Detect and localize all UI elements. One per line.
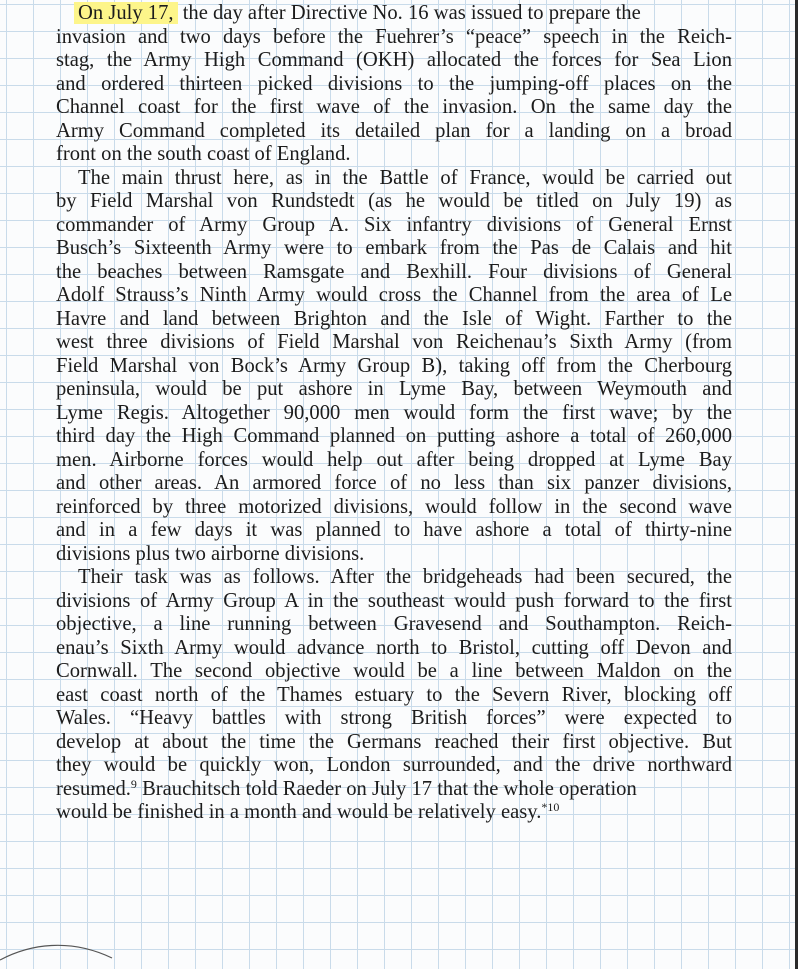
footnote-ref: 9 xyxy=(130,776,137,791)
text-line: objective, a line running between Gravesend and Southampton. Reich- xyxy=(56,613,732,635)
text-line: Field Marshal von Bock’s Army Group B), taking off from the Cherbourg xyxy=(56,354,732,377)
text-line: and in a few days it was planned to have ashore a total of thirty-nine xyxy=(56,519,732,541)
scanned-text-body xyxy=(56,2,732,825)
text-line: reinforced by three motorized divisions, would follow in the second wave xyxy=(56,495,732,518)
text-line: Lyme Regis. Altogether 90,000 men would form the first wave; by the xyxy=(56,401,732,424)
text-line: Army Command completed its detailed plan for a landing on a broad xyxy=(56,119,732,142)
text-line: and ordered thirteen picked divisions to the jumping-off places on the xyxy=(56,72,732,95)
paragraph-3 xyxy=(56,566,732,825)
text-line: Havre and land between Brighton and the Isle of Wight. Farther to the xyxy=(56,307,732,330)
text-line: by Field Marshal von Rundstedt (as he would be titled on July 19) as xyxy=(56,190,732,212)
text-line: they would be quickly won, London surrounded, and the drive northward xyxy=(56,754,732,776)
text-line: would be finished in a month and would be relatively easy.$^{*10}$ xyxy=(56,800,560,823)
text-line: divisions plus two airborne divisions. xyxy=(56,542,365,565)
text-line: enau’s Sixth Army would advance north to Bristol, cutting off Devon and xyxy=(56,636,732,659)
paragraph-2 xyxy=(56,167,732,567)
text-line: the beaches between Ramsgate and Bexhill. Four divisions of General xyxy=(56,260,732,283)
text-line: Busch’s Sixteenth Army were to embark from the Pas de Calais and hit xyxy=(56,237,732,259)
text-line: Adolf Strauss’s Ninth Army would cross the Channel from the area of Le xyxy=(56,284,732,306)
text-line: Wales. “Heavy battles with strong British forces” were expected to xyxy=(56,707,732,729)
text-line: On July 17, the day after Directive No. 16 was issued to prepare the xyxy=(56,2,732,26)
text-line: develop at about the time the Germans reached their first objective. But xyxy=(56,730,732,753)
paragraph-1 xyxy=(56,2,732,167)
text-line: invasion and two days before the Fuehrer’s “peace” speech in the Reich- xyxy=(56,25,732,48)
text-line: Their task was as follows. After the bridgeheads had been secured, the xyxy=(78,566,732,588)
text-line: men. Airborne forces would help out after being dropped at Lyme Bay xyxy=(56,448,732,471)
text-line: commander of Army Group A. Six infantry divisions of General Ernst xyxy=(56,213,732,236)
text-line: The main thrust here, as in the Battle of France, would be carried out xyxy=(78,166,732,189)
text-line: front on the south coast of England. xyxy=(56,143,351,165)
text-line: Cornwall. The second objective would be a line between Maldon on the xyxy=(56,660,732,682)
text-line: and other areas. An armored force of no less than six panzer divisions, xyxy=(56,472,732,494)
text-line: east coast north of the Thames estuary to the Severn River, blocking off xyxy=(56,683,732,706)
text-line: stag, the Army High Command (OKH) allocated the forces for Sea Lion xyxy=(56,49,732,71)
text-line: west three divisions of Field Marshal von Reichenau’s Sixth Army (from xyxy=(56,331,732,353)
text-line: third day the High Command planned on putting ashore a total of 260,000 xyxy=(56,425,732,447)
text-line: divisions of Army Group A in the southeast would push forward to the first xyxy=(56,589,732,612)
text-line: resumed.$^9$ Brauchitsch told Raeder on July 17 that the whole operation xyxy=(56,776,637,800)
page-curl-mark xyxy=(0,930,120,969)
footnote-ref: *10 xyxy=(541,800,560,814)
text-line: peninsula, would be put ashore in Lyme Bay, between Weymouth and xyxy=(56,378,732,400)
highlighted-date: On July 17, xyxy=(74,2,178,24)
text-line: Channel coast for the first wave of the invasion. On the same day the xyxy=(56,96,732,118)
